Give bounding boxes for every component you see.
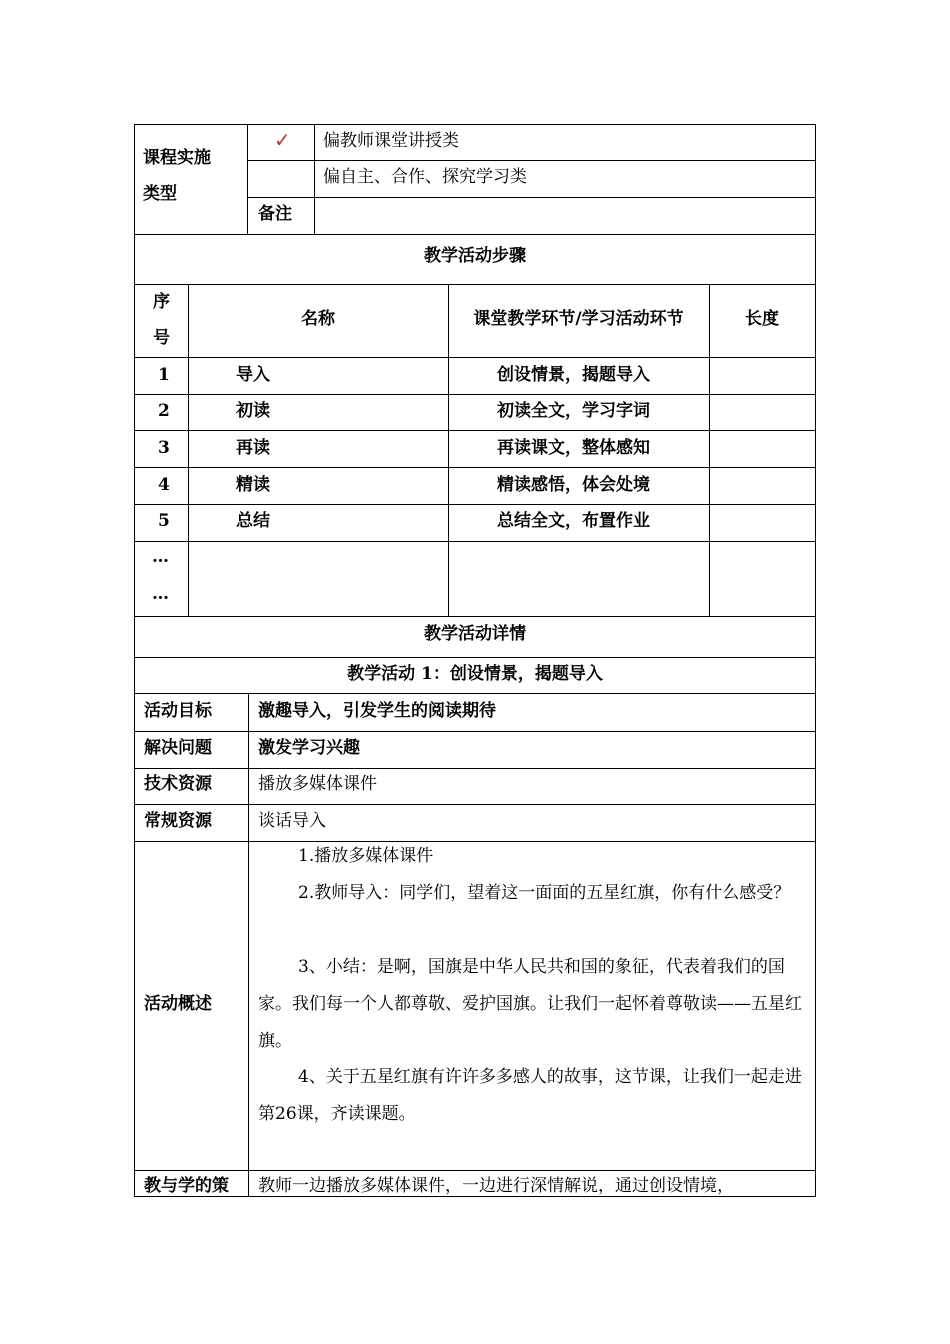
regular-value: 谈话导入 xyxy=(258,811,326,831)
row-seq: 4 xyxy=(158,475,170,495)
row-ellipsis: … xyxy=(152,547,169,567)
row-name: 再读 xyxy=(236,438,270,458)
strategy-label: 教与学的策 xyxy=(144,1176,229,1196)
row-link: 创设情景，揭题导入 xyxy=(497,365,650,385)
goal-value: 激趣导入，引发学生的阅读期待 xyxy=(258,701,496,721)
problem-value: 激发学习兴趣 xyxy=(258,738,360,758)
tech-label: 技术资源 xyxy=(144,774,212,794)
overview-paragraph: 2.教师导入：同学们，望着这一面面的五星红旗，你有什么感受？ xyxy=(298,883,791,903)
course-type-label-line1: 课程实施 xyxy=(143,148,211,168)
header-name: 名称 xyxy=(301,309,335,329)
overview-paragraph: 3、小结：是啊，国旗是中华人民共和国的象征，代表着我们的国家。我们每一个人都尊敬、爱护国旗。让我们一起怀着尊敬读——五星红旗。 xyxy=(258,957,802,1051)
row-seq: 2 xyxy=(158,401,170,421)
goal-label: 活动目标 xyxy=(144,701,212,721)
row-name: 初读 xyxy=(236,401,270,421)
problem-label: 解决问题 xyxy=(144,738,212,758)
header-seq-line2: 号 xyxy=(153,328,170,348)
course-type-option-inquiry: 偏自主、合作、探究学习类 xyxy=(323,167,527,187)
row-name: 导入 xyxy=(236,365,270,385)
row-link: 精读感悟，体会处境 xyxy=(497,475,650,495)
row-name: 总结 xyxy=(236,511,270,531)
row-link: 总结全文，布置作业 xyxy=(497,511,650,531)
overview-paragraph: 4、关于五星红旗有许许多多感人的故事，这节课，让我们一起走进第26课，齐读课题。 xyxy=(258,1067,802,1124)
overview-label: 活动概述 xyxy=(144,994,212,1014)
checkmark-icon: ✓ xyxy=(274,128,291,152)
row-seq: 5 xyxy=(158,511,170,531)
steps-title: 教学活动步骤 xyxy=(424,246,526,266)
details-title: 教学活动详情 xyxy=(424,624,526,644)
strategy-value: 教师一边播放多媒体课件，一边进行深情解说，通过创设情境， xyxy=(258,1176,734,1196)
regular-label: 常规资源 xyxy=(144,811,212,831)
header-length: 长度 xyxy=(745,309,779,329)
overview-paragraph: 1.播放多媒体课件 xyxy=(298,846,434,866)
row-seq: 1 xyxy=(158,365,170,385)
activity-title: 教学活动 1：创设情景，揭题导入 xyxy=(347,664,603,684)
row-name: 精读 xyxy=(236,475,270,495)
row-link: 初读全文，学习字词 xyxy=(497,401,650,421)
remark-label: 备注 xyxy=(258,204,292,224)
row-seq: 3 xyxy=(158,438,170,458)
tech-value: 播放多媒体课件 xyxy=(258,774,377,794)
row-link: 再读课文，整体感知 xyxy=(497,438,650,458)
row-ellipsis: … xyxy=(152,584,169,604)
course-type-option-lecture: 偏教师课堂讲授类 xyxy=(323,131,459,151)
course-type-label-line2: 类型 xyxy=(143,184,177,204)
header-link: 课堂教学环节/学习活动环节 xyxy=(473,309,684,329)
header-seq-line1: 序 xyxy=(153,292,170,312)
